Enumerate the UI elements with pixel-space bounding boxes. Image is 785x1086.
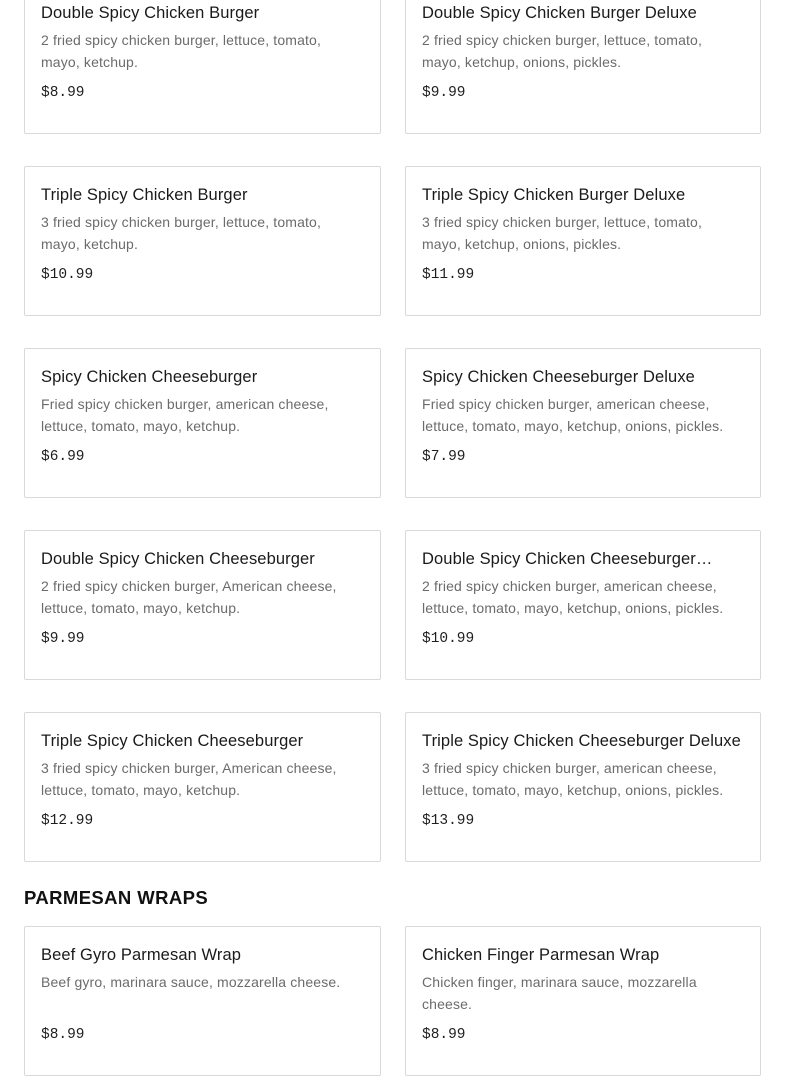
menu-item-description: 3 fried spicy chicken burger, American cheese, lettuce, tomato, mayo, ketchup. xyxy=(41,760,337,798)
menu-item-card[interactable] xyxy=(405,530,761,680)
menu-item-name: Triple Spicy Chicken Burger Deluxe xyxy=(422,186,686,204)
menu-item-card[interactable] xyxy=(24,712,381,862)
menu-item-name: Triple Spicy Chicken Burger xyxy=(41,186,248,204)
menu-item-card[interactable] xyxy=(24,348,381,498)
menu-item-price: $11.99 xyxy=(422,267,475,283)
menu-item-description: Fried spicy chicken burger, american cheese, lettuce, tomato, mayo, ketchup, onions, pickles. xyxy=(422,396,724,434)
menu-item-name: Beef Gyro Parmesan Wrap xyxy=(41,946,242,964)
menu-item-description: Fried spicy chicken burger, american cheese, lettuce, tomato, mayo, ketchup. xyxy=(41,396,329,434)
menu-item-description: 2 fried spicy chicken burger, american cheese, lettuce, tomato, mayo, ketchup, onions, pickles. xyxy=(422,578,724,616)
menu-item-description: 3 fried spicy chicken burger, lettuce, tomato, mayo, ketchup, onions, pickles. xyxy=(422,214,703,252)
menu-item-price: $6.99 xyxy=(41,449,85,465)
menu-item-description: Chicken finger, marinara sauce, mozzarella cheese. xyxy=(422,974,697,1012)
menu-item-card[interactable] xyxy=(24,0,381,134)
menu-item-description: 2 fried spicy chicken burger, lettuce, tomato, mayo, ketchup, onions, pickles. xyxy=(422,32,703,70)
menu-item-name: Triple Spicy Chicken Cheeseburger xyxy=(41,732,304,750)
menu-item-price: $13.99 xyxy=(422,813,475,829)
menu-item-name: Double Spicy Chicken Cheeseburger xyxy=(41,550,315,568)
menu-item-name: Triple Spicy Chicken Cheeseburger Deluxe xyxy=(422,732,741,750)
menu-item-card[interactable] xyxy=(405,926,761,1076)
menu-item-name: Double Spicy Chicken Burger xyxy=(41,4,260,22)
menu-item-description: 3 fried spicy chicken burger, american cheese, lettuce, tomato, mayo, ketchup, onions, pickles. xyxy=(422,760,724,798)
menu-item-card[interactable] xyxy=(24,926,381,1076)
menu-item-description: Beef gyro, marinara sauce, mozzarella cheese. xyxy=(41,974,341,990)
menu-item-price: $12.99 xyxy=(41,813,94,829)
menu-item-card[interactable] xyxy=(24,166,381,316)
menu-item-name: Spicy Chicken Cheeseburger xyxy=(41,368,258,386)
menu-item-price: $9.99 xyxy=(41,631,85,647)
menu-item-price: $10.99 xyxy=(422,631,475,647)
menu-item-description: 2 fried spicy chicken burger, lettuce, tomato, mayo, ketchup. xyxy=(41,32,322,70)
menu-item-price: $8.99 xyxy=(422,1027,466,1043)
menu-item-card[interactable] xyxy=(24,530,381,680)
menu-item-card[interactable] xyxy=(405,166,761,316)
menu-item-price: $8.99 xyxy=(41,1027,85,1043)
menu-item-name: Chicken Finger Parmesan Wrap xyxy=(422,946,660,964)
menu-item-card[interactable] xyxy=(405,348,761,498)
menu-item-name: Spicy Chicken Cheeseburger Deluxe xyxy=(422,368,695,386)
menu-item-card[interactable] xyxy=(405,0,761,134)
menu-item-price: $10.99 xyxy=(41,267,94,283)
menu-item-description: 3 fried spicy chicken burger, lettuce, tomato, mayo, ketchup. xyxy=(41,214,322,252)
menu-item-name: Double Spicy Chicken Burger Deluxe xyxy=(422,4,697,22)
menu-item-price: $7.99 xyxy=(422,449,466,465)
menu-item-description: 2 fried spicy chicken burger, American cheese, lettuce, tomato, mayo, ketchup. xyxy=(41,578,337,616)
menu-item-card[interactable] xyxy=(405,712,761,862)
menu-item-name: Double Spicy Chicken Cheeseburger… xyxy=(422,550,713,568)
menu-item-price: $8.99 xyxy=(41,85,85,101)
section-title: PARMESAN WRAPS xyxy=(24,887,209,908)
menu-item-price: $9.99 xyxy=(422,85,466,101)
